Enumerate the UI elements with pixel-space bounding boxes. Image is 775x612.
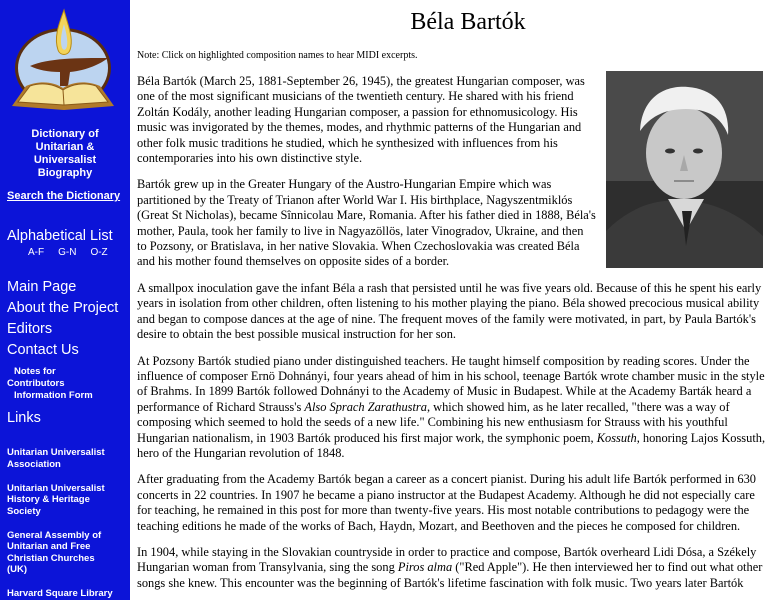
external-links (7, 447, 113, 612)
paragraph-education (137, 354, 769, 462)
article (137, 0, 769, 602)
dictionary-title-line: Dictionary of (31, 128, 99, 140)
notes-for-contributors-link[interactable] (7, 366, 93, 378)
alpha-range-g-n-link[interactable]: G-N (58, 247, 77, 258)
editors-link[interactable]: Editors (7, 321, 53, 337)
page-title: Béla Bartók (410, 9, 526, 35)
text-span: In 1904, while staying in the Slovakian countryside in order to practice and compose, Bartók overheard Lidi Dósa, a Székely Hungarian woman from Transylvania, sing the song (137, 544, 757, 575)
contact-us-link[interactable]: Contact Us (7, 342, 79, 358)
contributor-links (7, 366, 93, 402)
link-line: Society (7, 505, 41, 517)
dictionary-title[interactable] (0, 128, 130, 180)
portrait-photo (606, 71, 763, 268)
alphabetical-list-link[interactable]: Alphabetical List (7, 228, 113, 244)
main-page-link[interactable]: Main Page (7, 279, 77, 295)
portrait-image (606, 71, 763, 268)
text-span: , which showed him, as he later recalled, "there was a way of composing which seemed to hold the seeds of a new life." Combining his new enthusiasm for Strauss with his youthful Hungarian nationalism, in 1903 Bartók produced his first major work, the symphonic poem, (137, 399, 730, 445)
link-line: General Assembly of (7, 529, 102, 541)
alpha-range-a-f-link[interactable]: A-F (28, 247, 45, 258)
link-line: Unitarian Universalist (7, 482, 105, 494)
link-line: Association (7, 458, 61, 470)
notes-for-label: Notes for (14, 366, 56, 377)
flaming-chalice-logo[interactable] (8, 6, 118, 116)
contributors-link[interactable]: Contributors (7, 378, 65, 389)
about-project-link[interactable]: About the Project (7, 300, 119, 316)
link-line: Unitarian Universalist (7, 447, 105, 458)
composition-kossuth[interactable]: Kossuth (596, 430, 637, 445)
harvard-square-library-link[interactable] (7, 588, 113, 600)
general-assembly-link[interactable] (7, 530, 113, 576)
main-nav (7, 277, 118, 361)
text-span: , honoring Lajos Kossuth, hero of the Hungarian revolution of 1848. (137, 430, 766, 460)
composition-piros-alma[interactable]: Piros alma (397, 560, 453, 575)
link-line: Unitarian and Free (7, 541, 91, 552)
text-span: At Pozsony Bartók studied piano under distinguished teachers. He taught himself composition by reading scores. Under the influence of composer Ernö Dohnányi, four years ahead of him in his school, teenage Bartók wrote chamber music in the style of Brahms. In 1899 Bartók followed Dohnányi to the Academy of Music in Budapest. While at the Academy Barták heard a performance of Richard Strauss's (137, 353, 765, 414)
link-line: Christian Churches (7, 552, 95, 564)
paragraph-early-life: Bartók grew up in the Greater Hungary of the Austro-Hungarian Empire which was partitioned by the Treaty of Trianon after World War I. His birthplace, Nagyszentmiklós (Great St Nicholas), became Sînnicolau Mare, Romania. After his father died in 1888, Béla's mother, Paula, took her family to live in Nagyazöllös, later Vinogradov, Ukraine, and then to Pozsony, or Bratislava, in her native Slovakia. When Czechoslovakia was created Béla and his mother found themselves on opposite sides of a border. (137, 177, 596, 269)
uuhhs-link[interactable] (7, 483, 113, 518)
paragraph-childhood: A smallpox inoculation gave the infant Béla a rash that persisted until he was five years old. Because of this he spent his early years in isolation from other children, often listening to his mother playing the piano. Béla showed precocious musical ability and began to compose dances at the age of nine. The frequent moves of the family were motivated, in part, by Paula Bartók's desire to obtain the best possible musical instruction for her son. (137, 280, 762, 342)
uua-link[interactable] (7, 447, 113, 470)
link-line: Harvard Square Library (7, 588, 113, 599)
paragraph-folk-music (137, 545, 769, 591)
paragraph-intro: Béla Bartók (March 25, 1881-September 26, 1945), the greatest Hungarian composer, was one of the most significant musicians of the twentieth century. He shared with his friend Zoltán Kodály, another leading Hungarian composer, a passion for ethnomusicology. His music was invigorated by the themes, modes, and rhythmic patterns of the Hungarian and other folk music traditions he studied, which he synthesized with influences from his contemporaries into his own distinctive style. (137, 74, 585, 166)
dictionary-title-line: Universalist (33, 154, 97, 166)
search-dictionary-link[interactable]: Search the Dictionary (7, 190, 121, 202)
alpha-range-o-z-link[interactable]: O-Z (90, 247, 108, 258)
composition-also-sprach-zarathustra[interactable]: Also Sprach Zarathustra (304, 399, 427, 414)
text-span: ("Red Apple"). He then interviewed her to find out what other songs she knew. This encounter was the beginning of Bartók's lifetime fascination with folk music. Two years later Bartók (137, 560, 763, 590)
alpha-range-links (28, 247, 108, 258)
information-form-link[interactable]: Information Form (14, 390, 93, 401)
midi-note: Note: Click on highlighted composition names to hear MIDI excerpts. (137, 50, 418, 61)
sidebar (0, 0, 130, 600)
link-line: History & Heritage (7, 494, 90, 505)
link-line: (UK) (7, 564, 28, 575)
dictionary-title-line: Biography (37, 167, 93, 179)
dictionary-title-line: Unitarian & (35, 141, 95, 153)
links-heading: Links (7, 410, 41, 426)
paragraph-career: After graduating from the Academy Bartók began a career as a concert pianist. During his adult life Bartók performed in 630 concerts in 22 countries. In 1907 he became a piano instructor at the Budapest Academy. Although he did not especially care for teaching, he remained in this post for more than twenty-five years. His most notable contributions to pedagogy were the teaching editions he made of the works of Bach, Haydn, Mozart, and Beethoven and the pieces he composed for children. (137, 472, 756, 533)
